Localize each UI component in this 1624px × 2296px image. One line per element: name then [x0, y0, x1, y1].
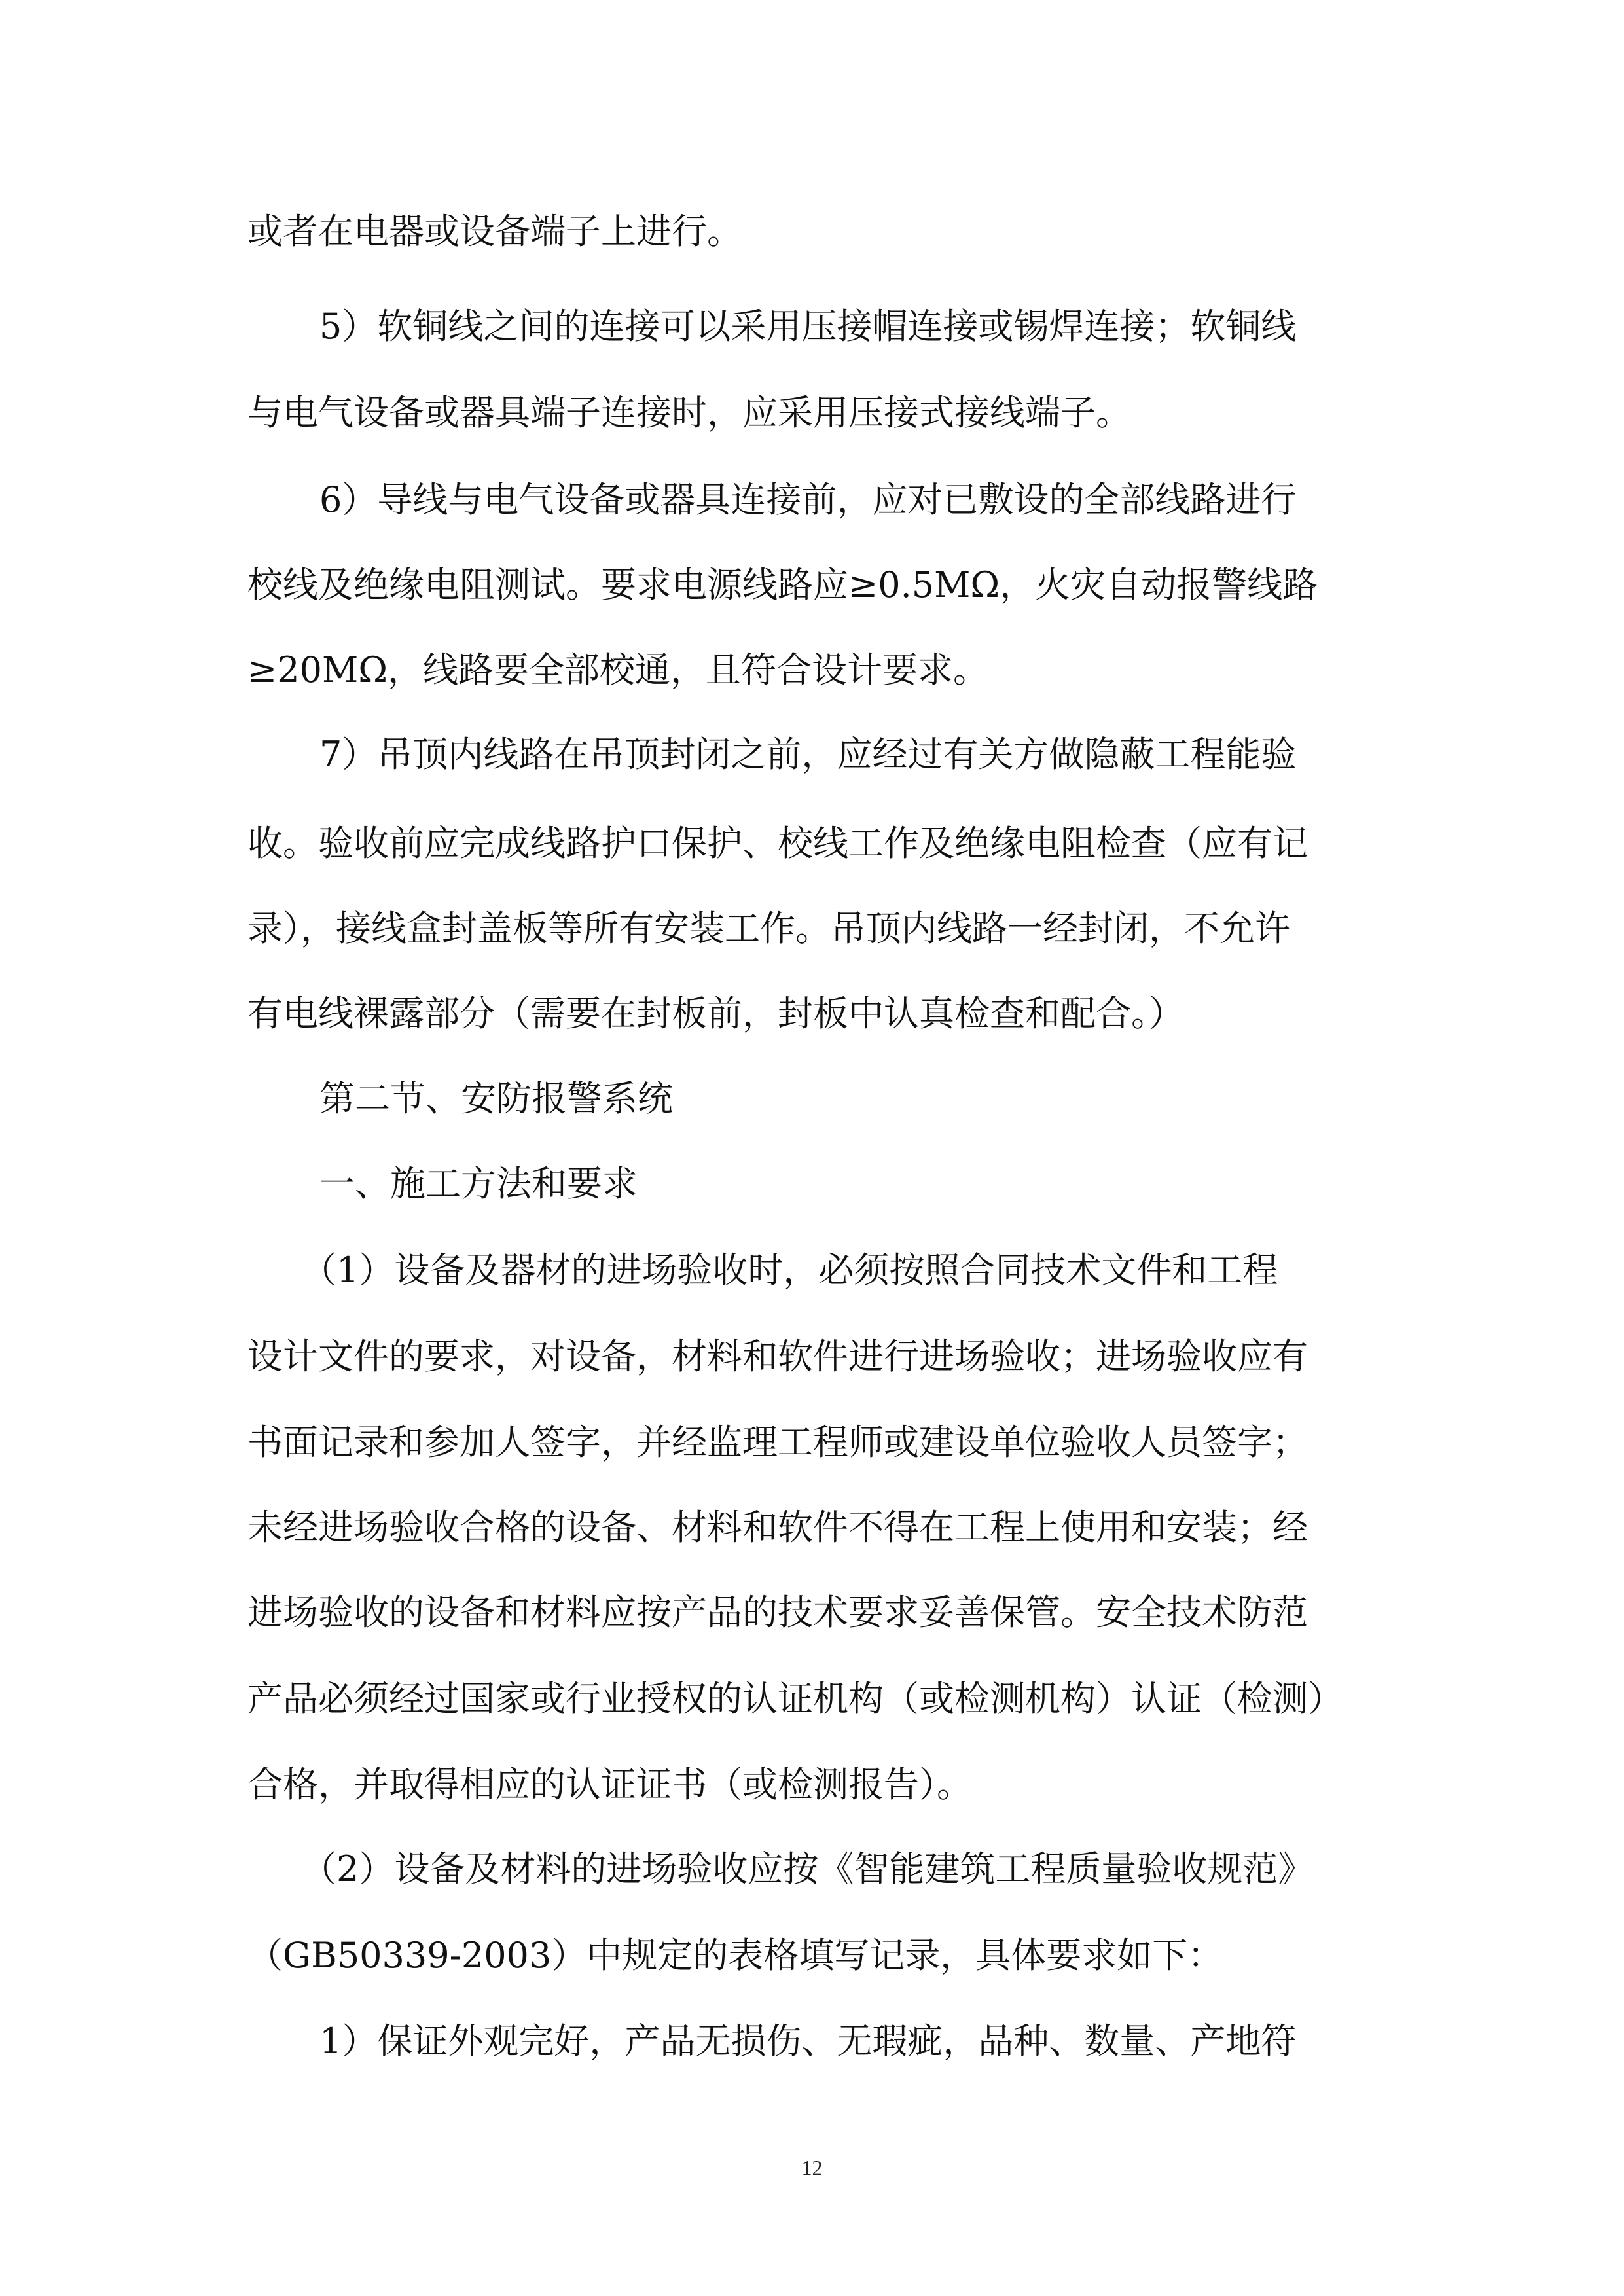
text-line: 校线及绝缘电阻测试。要求电源线路应≥0.5MΩ，火灾自动报警线路: [247, 564, 1318, 605]
text-line: 7）吊顶内线路在吊顶封闭之前，应经过有关方做隐蔽工程能验: [319, 734, 1297, 775]
text-line: 5）软铜线之间的连接可以采用压接帽连接或锡焊连接；软铜线: [319, 306, 1297, 347]
text-line: 与电气设备或器具端子连接时，应采用压接式接线端子。: [247, 392, 1131, 433]
text-line: 1）保证外观完好，产品无损伤、无瑕疵，品种、数量、产地符: [319, 2020, 1297, 2062]
text-line: ≥20MΩ，线路要全部校通，且符合设计要求。: [247, 649, 989, 691]
text-line: 合格，并取得相应的认证证书（或检测报告）。: [247, 1764, 972, 1805]
text-line: 进场验收的设备和材料应按产品的技术要求妥善保管。安全技术防范: [247, 1592, 1308, 1633]
text-line: 录），接线盒封盖板等所有安装工作。吊顶内线路一经封闭，不允许: [247, 908, 1290, 949]
page-number: 12: [801, 2156, 823, 2179]
text-line: （1）设备及器材的进场验收时，必须按照合同技术文件和工程: [301, 1249, 1278, 1291]
text-line: 产品必须经过国家或行业授权的认证机构（或检测机构）认证（检测）: [247, 1678, 1343, 1719]
subsection-heading: 一、施工方法和要求: [319, 1163, 638, 1204]
text-line: 有电线裸露部分（需要在封板前，封板中认真检查和配合。）: [247, 993, 1184, 1034]
text-line: 6）导线与电气设备或器具连接前，应对已敷设的全部线路进行: [319, 479, 1297, 520]
text-line: 收。验收前应完成线路护口保护、校线工作及绝缘电阻检查（应有记: [247, 823, 1308, 864]
text-line: （GB50339-2003）中规定的表格填写记录，具体要求如下：: [247, 1935, 1223, 1976]
text-line: 或者在电器或设备端子上进行。: [247, 211, 742, 252]
section-heading: 第二节、安防报警系统: [319, 1078, 673, 1119]
text-line: 设计文件的要求，对设备，材料和软件进行进场验收；进场验收应有: [247, 1336, 1308, 1377]
text-line: （2）设备及材料的进场验收应按《智能建筑工程质量验收规范》: [301, 1848, 1314, 1890]
text-line: 书面记录和参加人签字，并经监理工程师或建设单位验收人员签字；: [247, 1422, 1308, 1463]
text-line: 未经进场验收合格的设备、材料和软件不得在工程上使用和安装；经: [247, 1507, 1308, 1548]
